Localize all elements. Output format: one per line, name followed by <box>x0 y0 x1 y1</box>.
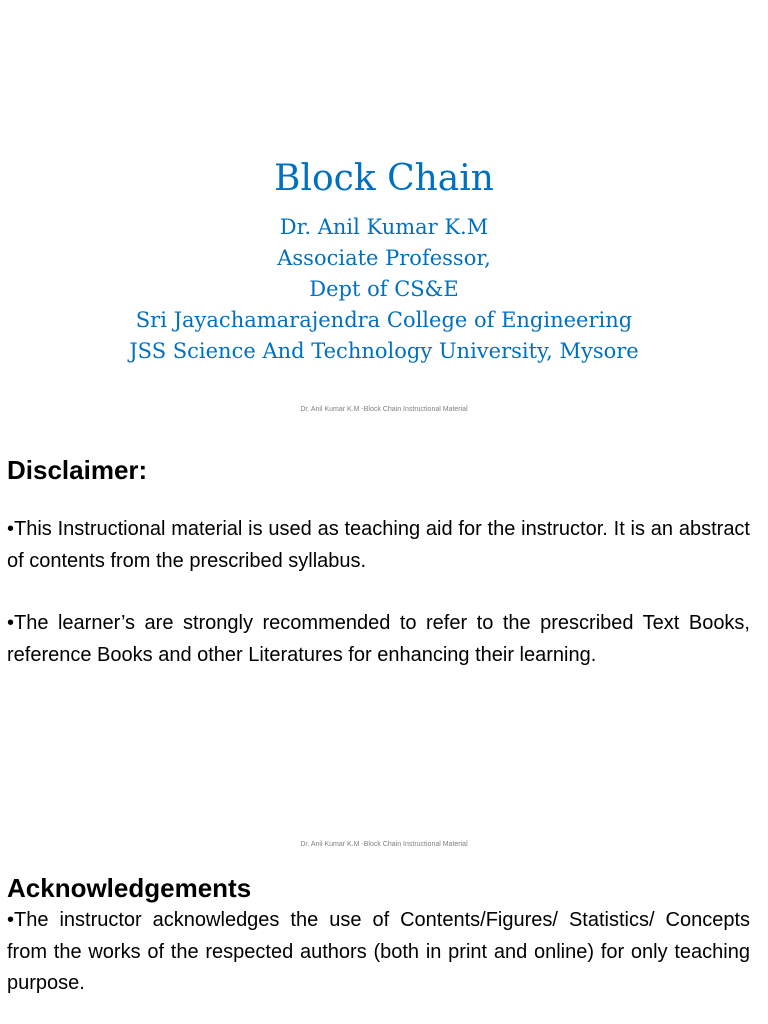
disclaimer-paragraph: •This Instructional material is used as teaching aid for the instructor. It is an abstract of contents from the prescribed syllabus. <box>7 518 750 572</box>
author-name: Dr. Anil Kumar K.M <box>279 215 489 239</box>
author-college: Sri Jayachamarajendra College of Engineering <box>135 308 633 332</box>
title-slide <box>0 0 768 430</box>
author-details <box>0 212 768 367</box>
acknowledgements-heading: Acknowledgements <box>7 873 252 903</box>
acknowledgements-paragraph: •The instructor acknowledges the use of Contents/Figures/ Statistics/ Concepts from the works of the respected authors (both in print and online) for only teaching purpose. <box>7 909 750 994</box>
slide-footer: Dr. Anil Kumar K.M -Block Chain Instructional Material <box>300 841 468 848</box>
slide-footer: Dr. Anil Kumar K.M -Block Chain Instructional Material <box>300 406 468 413</box>
author-department: Dept of CS&E <box>309 277 459 301</box>
disclaimer-heading: Disclaimer: <box>7 455 148 485</box>
slide-title: Block Chain <box>274 158 494 199</box>
author-university: JSS Science And Technology University, Mysore <box>129 339 639 363</box>
author-designation: Associate Professor, <box>277 246 491 270</box>
disclaimer-paragraph: •The learner’s are strongly recommended to refer to the prescribed Text Books, reference Books and other Literatures for enhancing their learning. <box>7 612 750 666</box>
